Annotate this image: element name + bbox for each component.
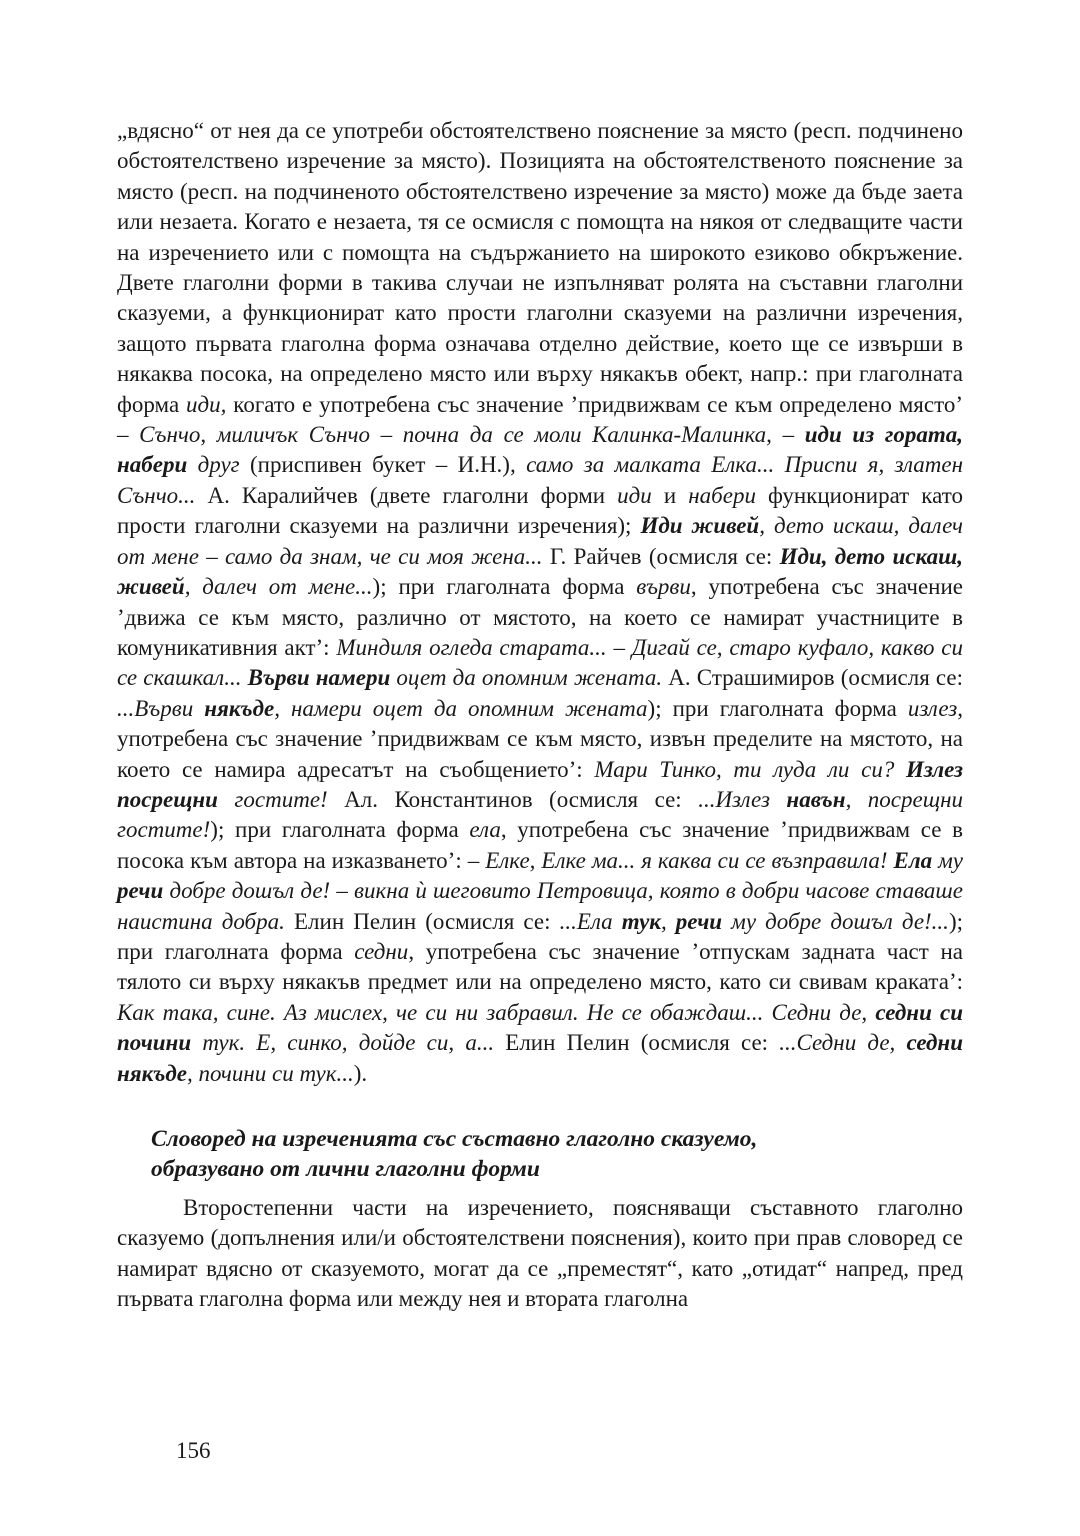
author-citation: Г. Райчев (осмисля се: xyxy=(542,543,780,569)
example-quote: ...Седни де, xyxy=(779,1030,907,1056)
example-quote: – Елке, Елке ма... я каква си се възправила! xyxy=(467,847,894,873)
emphasis-run: навън xyxy=(786,786,846,812)
text-run: ). xyxy=(353,1060,368,1086)
example-quote: тук. Е, синко, дойде си, а... xyxy=(191,1030,495,1056)
example-quote: добре дошъл де! – викна ѝ шеговито Петровица, която в добри часове ставаше наистина добра. xyxy=(117,878,963,934)
emphasis-run: Върви намери xyxy=(247,665,391,691)
author-citation: А. Страшимиров (осмисля се: xyxy=(662,665,963,691)
page-number: 156 xyxy=(176,1438,211,1463)
italic-run: ела xyxy=(469,817,501,843)
body-paragraph-2 xyxy=(117,1193,963,1315)
emphasis-run: Иди живей xyxy=(640,513,760,539)
text-run: (приспивен букет – И.Н.) xyxy=(239,452,510,478)
emphasis-run: някъде xyxy=(204,695,275,721)
example-quote: ...Ела xyxy=(559,908,622,934)
example-quote: , xyxy=(660,908,676,934)
italic-run: седни xyxy=(354,938,409,964)
body-paragraph-1 xyxy=(117,116,963,1089)
page-content xyxy=(117,116,963,1315)
text-run: и xyxy=(651,482,689,508)
italic-run: излез xyxy=(907,695,958,721)
emphasis-run: речи xyxy=(117,878,164,904)
emphasis-run: Ела xyxy=(893,847,933,873)
author-citation: Елин Пелин (осмисля се: xyxy=(494,1030,780,1056)
emphasis-run: речи xyxy=(675,908,723,934)
example-quote: му добре дошъл де!... xyxy=(722,908,949,934)
emphasis-run: иди из гората, набери xyxy=(117,422,963,478)
italic-run: иди xyxy=(617,482,652,508)
text-run: ); при глаголната форма xyxy=(117,908,963,964)
text-run: когато е употребена със значение ’придвижвам се към определено място’ – xyxy=(117,391,963,448)
text-run: , употребена със значение ’придвижвам се в посока към автора на изказването’: xyxy=(117,817,964,873)
example-quote: , само за малката Елка... Приспи я, златен Сънчо... xyxy=(117,452,963,508)
example-quote: гостите! xyxy=(217,786,328,812)
example-quote: , далеч от мене... xyxy=(184,574,373,600)
example-quote: Сънчо, миличък Сънчо – почна да се моли Калинка-Малинка, – xyxy=(139,422,805,448)
text-run: , употребена със значение ’придвижвам се към място, извън пределите на мястото, на което се намира адресатът на съобщението’: xyxy=(117,695,963,782)
text-run: „вдясно“ от нея да се употреби обстоятелствено пояснение за място (респ. подчинено обстоятелствено изречение за място). Позицията на обстоятелственото пояснение за място (респ. на подчиненото обстоятелствено изречение за място) може да бъде заета или незаета. Когато е незаета, тя се осмисля с помощта на някоя от следващите части на изречението или с помощта на съдържанието на широкото езиково обкръжение. Двете глаголни форми в такива случаи не изпълняват ролята на съставни глаголни сказуеми, а функционират като прости глаголни сказуеми на различни изречения, защото първата глаголна форма означава отделно действие, което ще се извърши в някаква посока, на определено място или върху някакъв обект, напр.: при глаголната форма xyxy=(117,118,963,417)
text-run: ); при глаголната форма xyxy=(372,574,637,600)
example-quote: му xyxy=(932,847,964,873)
example-quote: Миндиля огледа старата... – Дигай се, старо куфало, какво си се скашкал... xyxy=(117,634,963,691)
author-citation: Ал. Константинов (осмисля се: xyxy=(327,786,699,812)
example-quote: оцет да опомним жената. xyxy=(390,665,663,691)
example-quote: , посрещни гостите! xyxy=(117,786,963,843)
italic-run: набери xyxy=(688,482,756,508)
text-run: Второстепенни части на изречението, поясняващи съставното глаголно сказуемо (допълнения или/и обстоятелствени пояснения), които при прав словоред се намират вдясно от сказуемото, могат да се „преместят“, като „отидат“ напред, пред първата глаголна форма или между нея и втората глаголна xyxy=(117,1195,963,1312)
text-run: , употребена със значение ’отпускам задната част на тялото си върху някакъв предмет или на определено място, като си свивам краката’: xyxy=(117,938,963,995)
section-heading-line-1: Словоред на изреченията със съставно глаголно сказуемо, xyxy=(151,1126,758,1152)
example-quote: Мари Тинко, ти луда ли си? xyxy=(594,756,907,782)
text-run: , употребена със значение ’движа се към място, различно от мястото, на което се намират участниците в комуникативния акт’: xyxy=(117,574,964,660)
text-run: ); при глаголната форма xyxy=(647,695,908,721)
example-quote: , дето искаш, далеч от мене – само да знам, че си моя жена... xyxy=(117,513,963,569)
example-quote: ...Излез xyxy=(698,786,787,812)
author-citation: Елин Пелин (осмисля се: xyxy=(284,908,560,934)
example-quote: , почини си тук... xyxy=(187,1060,354,1086)
example-quote: друг xyxy=(187,452,240,478)
emphasis-run: седни някъде xyxy=(117,1030,963,1086)
italic-run: иди, xyxy=(186,391,227,417)
section-heading xyxy=(151,1124,963,1184)
example-quote: ...Върви xyxy=(117,695,205,721)
emphasis-run: тук xyxy=(621,908,661,934)
emphasis-run: Иди, дето искаш, живей xyxy=(117,543,963,600)
section-heading-line-2: образувано от лични глаголни форми xyxy=(151,1156,540,1182)
text-run: функционират като прости глаголни сказуеми на различни изречения); xyxy=(117,482,963,539)
example-quote: Как така, сине. Аз мислех, че си ни забравил. Не се обаждаш... Седни де, xyxy=(117,999,876,1025)
italic-run: върви xyxy=(636,574,691,600)
text-run: ); при глаголната форма xyxy=(210,817,470,843)
emphasis-run: Излез посрещни xyxy=(117,756,964,812)
example-quote: , намери оцет да опомним жената xyxy=(274,695,648,721)
author-citation: А. Каралийчев (двете глаголни форми xyxy=(195,482,618,508)
emphasis-run: седни си почини xyxy=(117,999,964,1056)
